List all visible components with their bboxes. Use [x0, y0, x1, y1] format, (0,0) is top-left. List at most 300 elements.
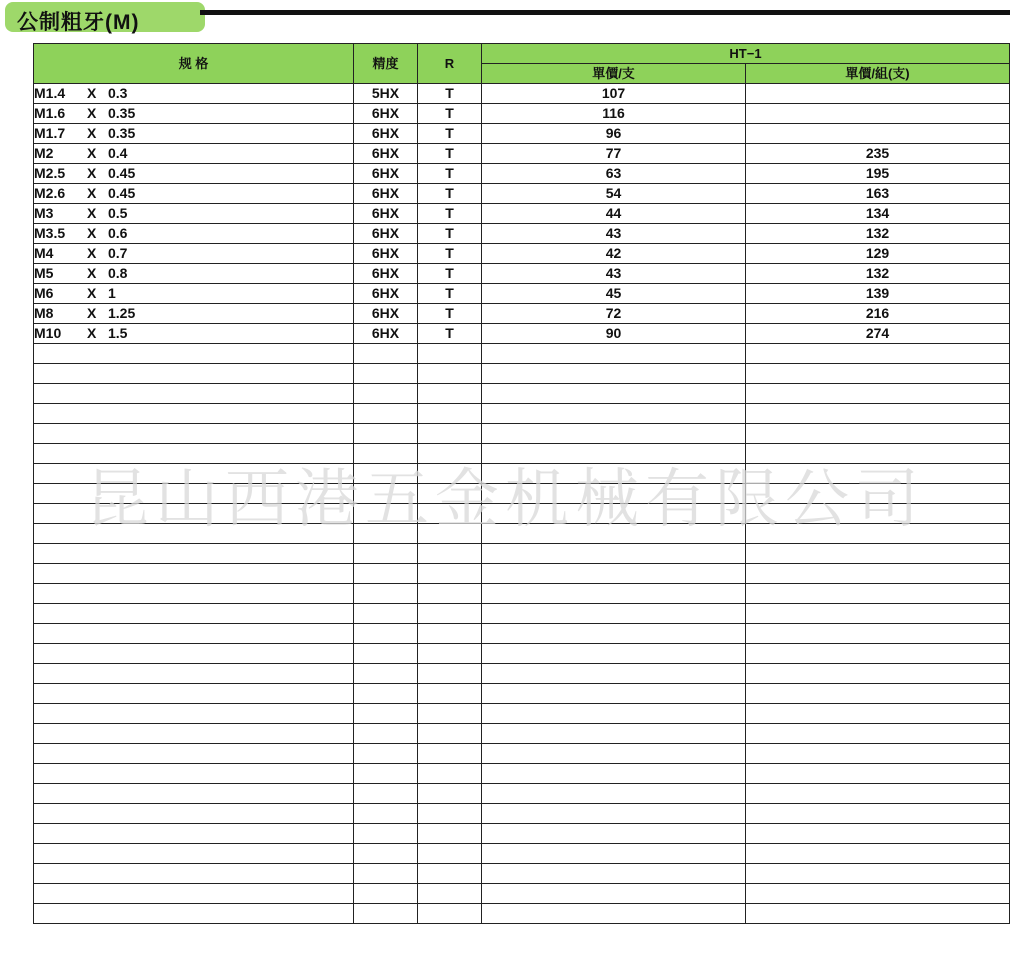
cell-set-price: 195: [746, 164, 1010, 184]
cell-set-price: 132: [746, 224, 1010, 244]
spec-size: M6: [34, 285, 54, 301]
empty-cell: [418, 664, 482, 684]
empty-cell: [34, 864, 354, 884]
empty-row: [34, 524, 1010, 544]
empty-row: [34, 844, 1010, 864]
spec-size: M10: [34, 325, 62, 341]
spec-pitch: 0.4: [108, 145, 128, 161]
empty-cell: [482, 344, 746, 364]
empty-cell: [354, 784, 418, 804]
empty-cell: [34, 764, 354, 784]
empty-cell: [746, 884, 1010, 904]
empty-row: [34, 784, 1010, 804]
empty-cell: [34, 364, 354, 384]
cell-unit-price: 44: [482, 204, 746, 224]
empty-cell: [354, 764, 418, 784]
cell-spec: [34, 304, 354, 324]
empty-cell: [482, 464, 746, 484]
spec-pitch: 0.7: [108, 245, 128, 261]
spec-x: X: [87, 305, 97, 321]
empty-cell: [746, 784, 1010, 804]
empty-cell: [354, 704, 418, 724]
cell-r: T: [418, 144, 482, 164]
empty-cell: [482, 684, 746, 704]
cell-precision: 6HX: [354, 324, 418, 344]
cell-spec: [34, 184, 354, 204]
cell-unit-price: 45: [482, 284, 746, 304]
cell-spec: [34, 224, 354, 244]
empty-cell: [354, 444, 418, 464]
table-row: [34, 124, 1010, 144]
cell-set-price: 235: [746, 144, 1010, 164]
spec-size: M4: [34, 245, 54, 261]
spec-pitch: 0.35: [108, 105, 136, 121]
cell-unit-price: 43: [482, 264, 746, 284]
empty-cell: [418, 544, 482, 564]
cell-set-price: 139: [746, 284, 1010, 304]
empty-cell: [354, 824, 418, 844]
empty-row: [34, 484, 1010, 504]
empty-cell: [34, 424, 354, 444]
table-row: [34, 284, 1010, 304]
empty-cell: [354, 404, 418, 424]
cell-set-price: [746, 124, 1010, 144]
cell-set-price: [746, 104, 1010, 124]
cell-r: T: [418, 304, 482, 324]
spec-size: M3.5: [34, 225, 66, 241]
cell-precision: 6HX: [354, 204, 418, 224]
empty-cell: [746, 864, 1010, 884]
empty-cell: [34, 904, 354, 924]
cell-precision: 6HX: [354, 284, 418, 304]
empty-cell: [34, 564, 354, 584]
empty-cell: [746, 684, 1010, 704]
empty-cell: [34, 624, 354, 644]
empty-cell: [34, 444, 354, 464]
empty-cell: [354, 364, 418, 384]
empty-cell: [482, 564, 746, 584]
empty-cell: [746, 704, 1010, 724]
empty-cell: [354, 904, 418, 924]
cell-unit-price: 116: [482, 104, 746, 124]
header-spec: 规 格: [34, 44, 354, 84]
cell-r: T: [418, 244, 482, 264]
empty-row: [34, 664, 1010, 684]
cell-r: T: [418, 204, 482, 224]
empty-cell: [746, 404, 1010, 424]
empty-cell: [418, 804, 482, 824]
empty-cell: [418, 464, 482, 484]
table-row: [34, 304, 1010, 324]
spec-pitch: 0.45: [108, 185, 136, 201]
spec-x: X: [87, 285, 97, 301]
cell-r: T: [418, 164, 482, 184]
cell-unit-price: 54: [482, 184, 746, 204]
empty-cell: [746, 724, 1010, 744]
empty-cell: [746, 764, 1010, 784]
table-row: [34, 144, 1010, 164]
cell-set-price: 216: [746, 304, 1010, 324]
spec-pitch: 0.45: [108, 165, 136, 181]
cell-r: T: [418, 124, 482, 144]
empty-cell: [354, 464, 418, 484]
empty-row: [34, 544, 1010, 564]
table-row: [34, 164, 1010, 184]
cell-precision: 6HX: [354, 264, 418, 284]
empty-cell: [34, 664, 354, 684]
empty-cell: [746, 424, 1010, 444]
empty-cell: [418, 564, 482, 584]
table-row: [34, 324, 1010, 344]
empty-cell: [418, 844, 482, 864]
empty-cell: [354, 644, 418, 664]
empty-row: [34, 424, 1010, 444]
empty-cell: [482, 624, 746, 644]
empty-cell: [482, 364, 746, 384]
empty-cell: [746, 384, 1010, 404]
empty-cell: [34, 804, 354, 824]
spec-x: X: [87, 165, 97, 181]
empty-cell: [34, 704, 354, 724]
cell-set-price: 163: [746, 184, 1010, 204]
empty-cell: [746, 744, 1010, 764]
cell-r: T: [418, 104, 482, 124]
spec-x: X: [87, 225, 97, 241]
empty-cell: [354, 604, 418, 624]
cell-set-price: 274: [746, 324, 1010, 344]
empty-cell: [746, 464, 1010, 484]
empty-row: [34, 884, 1010, 904]
empty-cell: [418, 744, 482, 764]
empty-cell: [354, 744, 418, 764]
empty-cell: [34, 744, 354, 764]
empty-cell: [34, 404, 354, 424]
empty-cell: [746, 444, 1010, 464]
cell-r: T: [418, 264, 482, 284]
empty-cell: [354, 544, 418, 564]
cell-unit-price: 42: [482, 244, 746, 264]
empty-cell: [354, 884, 418, 904]
empty-cell: [418, 604, 482, 624]
spec-pitch: 0.6: [108, 225, 128, 241]
empty-cell: [354, 564, 418, 584]
spec-size: M1.6: [34, 105, 66, 121]
empty-cell: [746, 604, 1010, 624]
empty-cell: [482, 544, 746, 564]
header-unit-price: 單價/支: [482, 64, 746, 84]
spec-pitch: 0.3: [108, 85, 128, 101]
empty-cell: [746, 564, 1010, 584]
cell-spec: [34, 104, 354, 124]
cell-spec: [34, 84, 354, 104]
empty-row: [34, 744, 1010, 764]
cell-spec: [34, 164, 354, 184]
empty-cell: [418, 524, 482, 544]
header-set-price: 單價/組(支): [746, 64, 1010, 84]
empty-cell: [418, 384, 482, 404]
empty-row: [34, 584, 1010, 604]
cell-r: T: [418, 224, 482, 244]
table-row: [34, 244, 1010, 264]
table-row: [34, 264, 1010, 284]
empty-cell: [418, 504, 482, 524]
empty-cell: [34, 844, 354, 864]
empty-cell: [482, 444, 746, 464]
empty-row: [34, 724, 1010, 744]
empty-cell: [746, 524, 1010, 544]
empty-row: [34, 624, 1010, 644]
spec-size: M8: [34, 305, 54, 321]
empty-cell: [354, 344, 418, 364]
spec-x: X: [87, 205, 97, 221]
empty-cell: [746, 584, 1010, 604]
cell-unit-price: 107: [482, 84, 746, 104]
empty-cell: [354, 584, 418, 604]
empty-cell: [34, 544, 354, 564]
empty-cell: [418, 484, 482, 504]
empty-cell: [418, 904, 482, 924]
spec-pitch: 1.5: [108, 325, 128, 341]
empty-cell: [746, 844, 1010, 864]
spec-x: X: [87, 145, 97, 161]
empty-cell: [746, 644, 1010, 664]
empty-cell: [482, 904, 746, 924]
empty-row: [34, 644, 1010, 664]
empty-cell: [418, 704, 482, 724]
empty-cell: [354, 724, 418, 744]
header-r: R: [418, 44, 482, 84]
empty-cell: [354, 384, 418, 404]
spec-size: M1.4: [34, 85, 66, 101]
page-title: 公制粗牙(M): [17, 11, 140, 34]
empty-cell: [354, 804, 418, 824]
empty-cell: [418, 424, 482, 444]
empty-cell: [482, 704, 746, 724]
empty-cell: [34, 524, 354, 544]
empty-cell: [418, 644, 482, 664]
empty-cell: [34, 724, 354, 744]
spec-size: M3: [34, 205, 54, 221]
empty-cell: [34, 684, 354, 704]
watermark: 昆山西港五金机械有限公司: [85, 463, 925, 537]
cell-r: T: [418, 284, 482, 304]
cell-unit-price: 43: [482, 224, 746, 244]
cell-set-price: 129: [746, 244, 1010, 264]
empty-cell: [482, 664, 746, 684]
empty-cell: [418, 784, 482, 804]
empty-cell: [418, 884, 482, 904]
empty-row: [34, 824, 1010, 844]
empty-cell: [354, 664, 418, 684]
header-precision: 精度: [354, 44, 418, 84]
empty-cell: [482, 804, 746, 824]
empty-cell: [482, 744, 746, 764]
empty-cell: [354, 424, 418, 444]
cell-precision: 6HX: [354, 144, 418, 164]
empty-cell: [746, 624, 1010, 644]
spec-pitch: 0.35: [108, 125, 136, 141]
empty-cell: [34, 484, 354, 504]
cell-precision: 6HX: [354, 104, 418, 124]
empty-cell: [482, 824, 746, 844]
empty-cell: [34, 644, 354, 664]
header-group: HT−1: [482, 44, 1010, 64]
empty-cell: [418, 684, 482, 704]
empty-cell: [482, 884, 746, 904]
empty-cell: [34, 384, 354, 404]
empty-cell: [746, 344, 1010, 364]
empty-cell: [34, 464, 354, 484]
spec-size: M2.5: [34, 165, 66, 181]
empty-cell: [746, 904, 1010, 924]
cell-spec: [34, 264, 354, 284]
cell-r: T: [418, 324, 482, 344]
spec-pitch: 1.25: [108, 305, 136, 321]
spec-x: X: [87, 245, 97, 261]
cell-precision: 6HX: [354, 244, 418, 264]
cell-unit-price: 63: [482, 164, 746, 184]
cell-unit-price: 96: [482, 124, 746, 144]
empty-cell: [418, 624, 482, 644]
spec-x: X: [87, 105, 97, 121]
cell-spec: [34, 204, 354, 224]
table-body: [34, 84, 1010, 924]
empty-cell: [482, 524, 746, 544]
empty-row: [34, 444, 1010, 464]
empty-cell: [354, 484, 418, 504]
cell-spec: [34, 284, 354, 304]
cell-spec: [34, 244, 354, 264]
cell-precision: 6HX: [354, 184, 418, 204]
price-table: [33, 43, 1010, 924]
cell-spec: [34, 144, 354, 164]
spec-pitch: 1: [108, 285, 116, 301]
cell-set-price: 132: [746, 264, 1010, 284]
table-row: [34, 184, 1010, 204]
empty-cell: [354, 844, 418, 864]
cell-spec: [34, 124, 354, 144]
spec-x: X: [87, 125, 97, 141]
spec-size: M1.7: [34, 125, 66, 141]
empty-cell: [354, 624, 418, 644]
empty-cell: [482, 844, 746, 864]
empty-cell: [418, 364, 482, 384]
empty-cell: [482, 424, 746, 444]
empty-row: [34, 364, 1010, 384]
spec-x: X: [87, 325, 97, 341]
empty-row: [34, 464, 1010, 484]
spec-x: X: [87, 265, 97, 281]
empty-row: [34, 384, 1010, 404]
empty-cell: [354, 864, 418, 884]
empty-row: [34, 604, 1010, 624]
spec-size: M2.6: [34, 185, 66, 201]
cell-unit-price: 90: [482, 324, 746, 344]
empty-cell: [482, 784, 746, 804]
empty-cell: [34, 584, 354, 604]
empty-cell: [482, 404, 746, 424]
empty-row: [34, 684, 1010, 704]
empty-row: [34, 564, 1010, 584]
empty-cell: [746, 504, 1010, 524]
empty-cell: [482, 584, 746, 604]
cell-set-price: [746, 84, 1010, 104]
empty-row: [34, 404, 1010, 424]
empty-cell: [482, 764, 746, 784]
spec-pitch: 0.8: [108, 265, 128, 281]
empty-row: [34, 704, 1010, 724]
cell-unit-price: 77: [482, 144, 746, 164]
empty-cell: [482, 604, 746, 624]
empty-cell: [418, 344, 482, 364]
cell-precision: 6HX: [354, 304, 418, 324]
empty-cell: [34, 824, 354, 844]
cell-r: T: [418, 84, 482, 104]
cell-spec: [34, 324, 354, 344]
empty-cell: [418, 444, 482, 464]
empty-cell: [34, 884, 354, 904]
empty-cell: [746, 364, 1010, 384]
table-row: [34, 104, 1010, 124]
empty-row: [34, 764, 1010, 784]
cell-precision: 6HX: [354, 224, 418, 244]
cell-precision: 6HX: [354, 124, 418, 144]
empty-cell: [354, 524, 418, 544]
cell-precision: 6HX: [354, 164, 418, 184]
empty-cell: [482, 484, 746, 504]
empty-cell: [482, 384, 746, 404]
spec-pitch: 0.5: [108, 205, 128, 221]
empty-cell: [34, 604, 354, 624]
spec-x: X: [87, 85, 97, 101]
spec-x: X: [87, 185, 97, 201]
empty-cell: [482, 644, 746, 664]
table-row: [34, 84, 1010, 104]
empty-cell: [746, 664, 1010, 684]
empty-cell: [418, 864, 482, 884]
empty-cell: [482, 504, 746, 524]
empty-row: [34, 504, 1010, 524]
cell-precision: 5HX: [354, 84, 418, 104]
empty-cell: [746, 824, 1010, 844]
empty-cell: [418, 824, 482, 844]
empty-cell: [34, 504, 354, 524]
title-tab: [5, 2, 205, 32]
cell-unit-price: 72: [482, 304, 746, 324]
empty-cell: [746, 544, 1010, 564]
spec-size: M5: [34, 265, 54, 281]
empty-cell: [418, 584, 482, 604]
empty-cell: [418, 764, 482, 784]
empty-cell: [34, 784, 354, 804]
empty-cell: [482, 864, 746, 884]
empty-cell: [354, 504, 418, 524]
cell-r: T: [418, 184, 482, 204]
empty-cell: [34, 344, 354, 364]
empty-cell: [482, 724, 746, 744]
empty-row: [34, 344, 1010, 364]
empty-cell: [354, 684, 418, 704]
table-row: [34, 224, 1010, 244]
cell-set-price: 134: [746, 204, 1010, 224]
empty-cell: [418, 404, 482, 424]
spec-size: M2: [34, 145, 54, 161]
empty-row: [34, 864, 1010, 884]
empty-row: [34, 804, 1010, 824]
empty-row: [34, 904, 1010, 924]
empty-cell: [746, 484, 1010, 504]
title-rule: [200, 10, 1010, 15]
